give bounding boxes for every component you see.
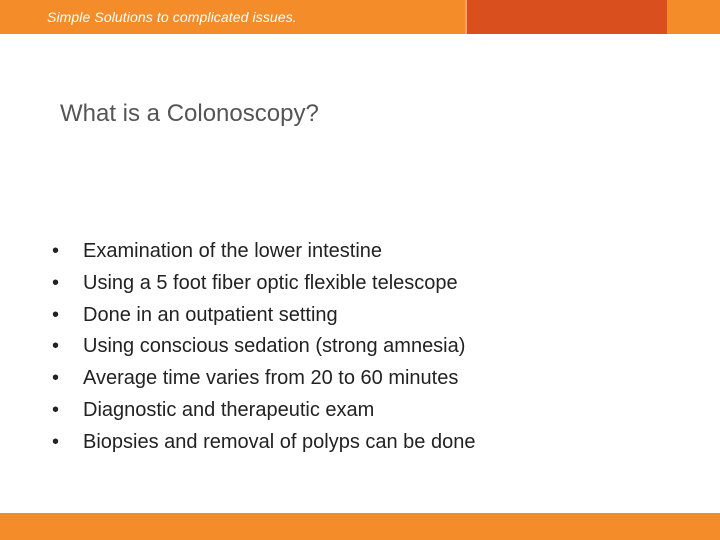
bullet-dot: •: [52, 271, 60, 294]
bullet-text: Diagnostic and therapeutic exam: [83, 398, 375, 421]
bullet-item: [52, 268, 475, 300]
bullet-dot: •: [52, 303, 60, 326]
bullet-dot: •: [52, 367, 60, 390]
slide-title: What is a Colonoscopy?: [60, 100, 319, 127]
bullet-item: [52, 331, 475, 363]
bullet-item: [52, 363, 475, 395]
bullet-item: [52, 236, 475, 268]
bullet-text: Done in an outpatient setting: [83, 303, 338, 326]
bullet-dot: •: [52, 240, 60, 262]
bullet-item: [52, 300, 475, 332]
bullet-dot: •: [52, 335, 60, 358]
bullet-text: Biopsies and removal of polyps can be done: [83, 430, 476, 453]
banner-tagline: Simple Solutions to complicated issues.: [47, 9, 297, 25]
bullet-list: [52, 236, 475, 459]
bullet-text: Examination of the lower intestine: [83, 240, 383, 262]
bullet-text: Average time varies from 20 to 60 minutes: [83, 367, 459, 390]
top-banner-accent: [467, 0, 667, 34]
bottom-banner: [0, 513, 720, 540]
bullet-item: [52, 395, 475, 427]
bullet-item: [52, 427, 475, 459]
bullet-dot: •: [52, 430, 60, 453]
bullet-dot: •: [52, 398, 60, 421]
bullet-text: Using a 5 foot fiber optic flexible telescope: [83, 271, 458, 294]
bullet-text: Using conscious sedation (strong amnesia): [83, 335, 466, 358]
